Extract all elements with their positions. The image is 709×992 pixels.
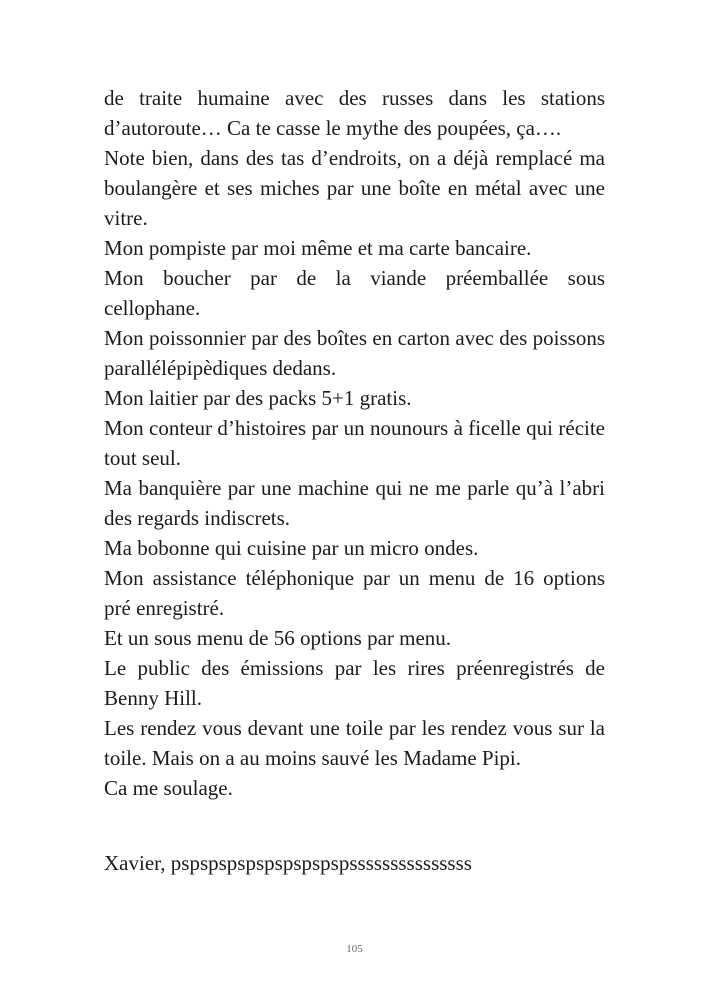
paragraph: Mon assistance téléphonique par un menu de 16 options pré enregistré. [104,566,605,620]
paragraph: Mon conteur d’histoires par un nounours à ficelle qui récite tout seul. [104,416,605,470]
paragraph: Et un sous menu de 56 options par menu. [104,626,452,650]
paragraph: Ca me soulage. [104,776,233,800]
paragraph: de traite humaine avec des russes dans les stations d’autoroute… Ca te casse le mythe des poupées, ça…. [104,86,605,140]
signature-line: Xavier, pspspspspspspspspspsssssssssssssss [104,851,472,875]
paragraph: Mon pompiste par moi même et ma carte bancaire. [104,236,532,260]
paragraph: Les rendez vous devant une toile par les rendez vous sur la toile. Mais on a au moins sauvé les Madame Pipi. [104,716,605,770]
paragraph: Ma bobonne qui cuisine par un micro ondes. [104,536,479,560]
paragraph: Mon laitier par des packs 5+1 gratis. [104,386,412,410]
paragraph: Mon boucher par de la viande préemballée sous cellophane. [104,266,605,320]
body-text [104,83,605,803]
paragraph: Mon poissonnier par des boîtes en carton avec des poissons parallélépipèdiques dedans. [104,326,605,380]
page-number: 105 [346,943,363,955]
paragraph: Ma banquière par une machine qui ne me parle qu’à l’abri des regards indiscrets. [104,476,605,530]
paragraph: Le public des émissions par les rires préenregistrés de Benny Hill. [104,656,605,710]
paragraph: Note bien, dans des tas d’endroits, on a déjà remplacé ma boulangère et ses miches par une boîte en métal avec une vitre. [104,146,605,230]
